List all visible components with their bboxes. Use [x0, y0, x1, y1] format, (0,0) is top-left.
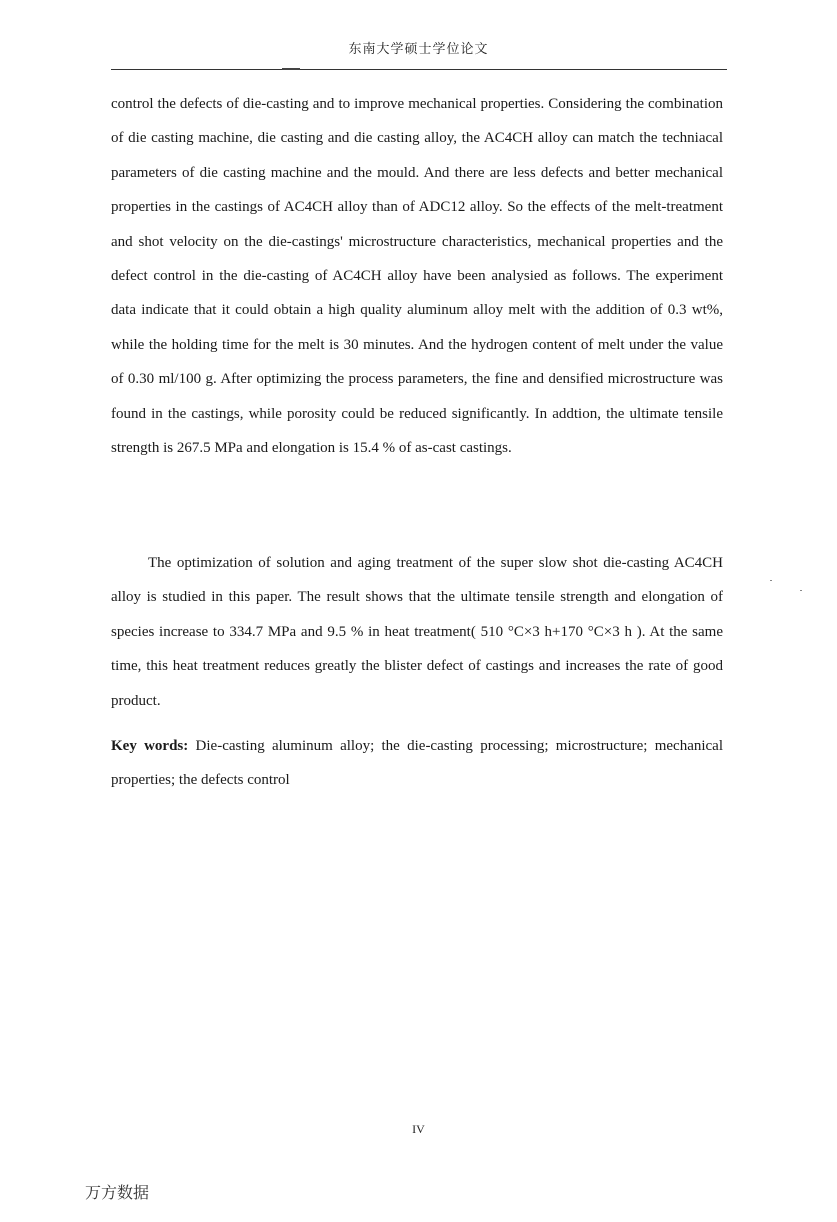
keywords-paragraph [111, 729, 723, 798]
watermark-logo: 万方数据 [85, 1183, 150, 1202]
page-number: IV [412, 1122, 425, 1136]
header-rule [111, 69, 727, 70]
keywords-text: Die-casting aluminum alloy; the die-casting processing; microstructure; mechanical properties; the defects control [111, 738, 723, 789]
scan-speck [770, 580, 772, 581]
keywords-label: Key words: [111, 738, 189, 754]
page-header-title: 东南大学硕士学位论文 [348, 41, 489, 56]
header-rule-mark [282, 68, 300, 70]
abstract-paragraph-1: control the defects of die-casting and to improve mechanical properties. Considering the combination of die casting machine, die casting and die casting alloy, the AC4CH alloy can match the techniacal parameters of die casting machine and the mould. And there are less defects and better mechanical properties in the castings of AC4CH alloy than of ADC12 alloy. So the effects of the melt-treatment and shot velocity on the die-castings' microstructure characteristics, mechanical properties and the defect control in the die-casting of AC4CH alloy have been analysied as follows. The experiment data indicate that it could obtain a high quality aluminum alloy melt with the addition of 0.3 wt%, while the holding time for the melt is 30 minutes. And the hydrogen content of melt under the value of 0.30 ml/100 g. After optimizing the process parameters, the fine and densified microstructure was found in the castings, while porosity could be reduced significantly. In addtion, the ultimate tensile strength is 267.5 MPa and elongation is 15.4 % of as-cast castings. [111, 96, 723, 457]
abstract-paragraph-2: The optimization of solution and aging treatment of the super slow shot die-casting AC4CH alloy is studied in this paper. The result shows that the ultimate tensile strength and elongation of species increase to 334.7 MPa and 9.5 % in heat treatment( 510 °C×3 h+170 °C×3 h ). At the same time, this heat treatment reduces greatly the blister defect of castings and increases the rate of good product. [111, 555, 723, 709]
scan-speck [800, 590, 802, 591]
